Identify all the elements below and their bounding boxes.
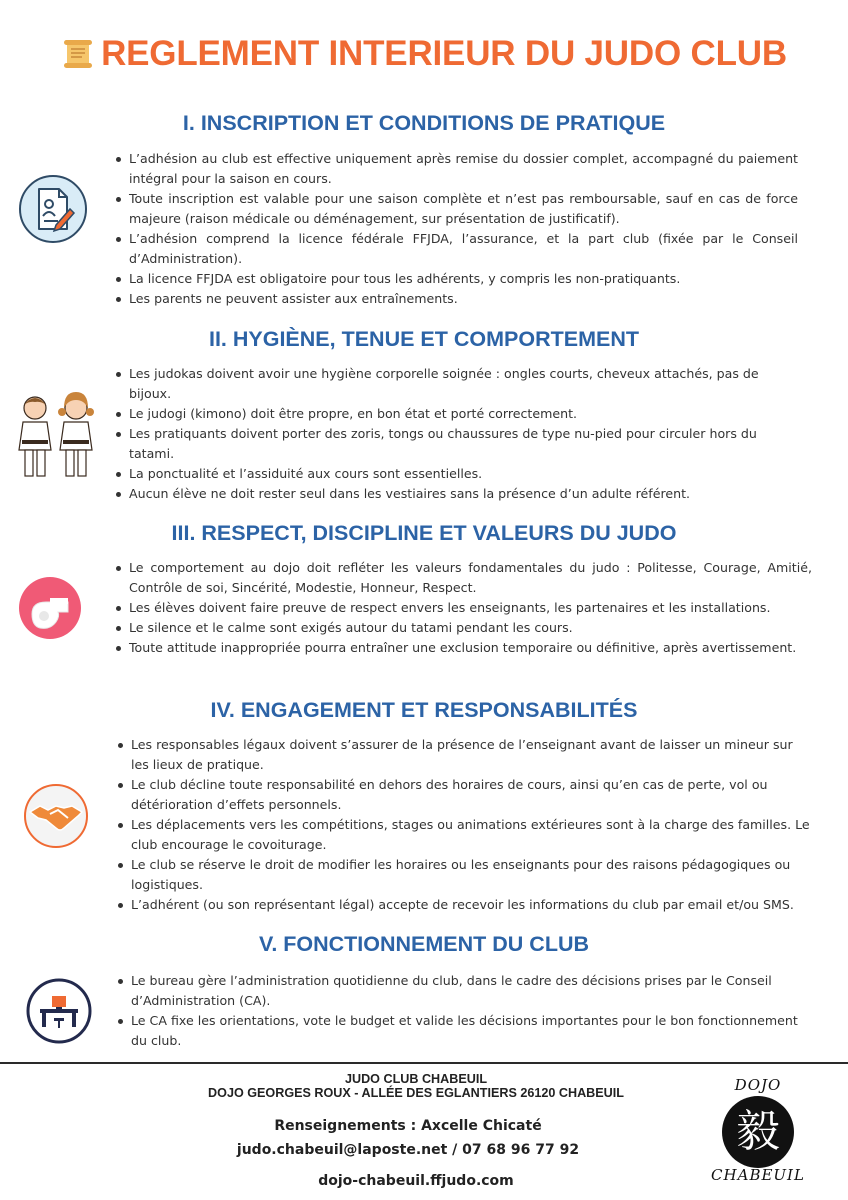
judokas-icon bbox=[14, 390, 98, 482]
list-item: Les élèves doivent faire preuve de respect envers les enseignants, les partenaires et les installations. bbox=[114, 598, 812, 618]
logo-kanji: 毅 bbox=[722, 1096, 794, 1168]
handshake-icon bbox=[24, 784, 88, 848]
list-item: Les déplacements vers les compétitions, stages ou animations extérieures sont à la charge des familles. Le club encourage le covoiturage. bbox=[116, 815, 814, 855]
whistle-icon bbox=[18, 576, 82, 640]
list-item: Le club se réserve le droit de modifier les horaires ou les enseignants pour des raisons pédagogiques ou logistiques. bbox=[116, 855, 814, 895]
footer-email-phone: judo.chabeuil@laposte.net / 07 68 96 77 92 bbox=[236, 1142, 580, 1158]
list-item: Le club décline toute responsabilité en dehors des horaires de cours, ainsi qu’en cas de perte, vol ou détérioration d’effets personnels. bbox=[116, 775, 814, 815]
section-list-engagement bbox=[116, 735, 814, 915]
logo-top-text: DOJO bbox=[734, 1076, 782, 1094]
list-item: Le comportement au dojo doit refléter les valeurs fondamentales du judo : Politesse, Courage, Amitié, Contrôle de soi, Sincérité, Modestie, Honneur, Respect. bbox=[114, 558, 812, 598]
footer-club-name: JUDO CLUB CHABEUIL bbox=[344, 1072, 488, 1086]
list-item: Toute inscription est valable pour une saison complète et n’est pas remboursable, sauf en cas de force majeure (raison médicale ou déménagement, sur présentation de justificatif). bbox=[114, 189, 798, 229]
footer-website: dojo-chabeuil.ffjudo.com bbox=[318, 1173, 514, 1189]
list-item: Les responsables légaux doivent s’assurer de la présence de l’enseignant avant de laisser un mineur sur les lieux de pratique. bbox=[116, 735, 814, 775]
page-title: REGLEMENT INTERIEUR DU JUDO CLUB bbox=[101, 34, 787, 73]
dojo-logo bbox=[706, 1074, 810, 1190]
logo-bottom-text: CHABEUIL bbox=[711, 1166, 805, 1184]
section-heading-inscription: I. INSCRIPTION ET CONDITIONS DE PRATIQUE bbox=[182, 111, 666, 135]
list-item: La ponctualité et l’assiduité aux cours sont essentielles. bbox=[114, 464, 798, 484]
section-heading-engagement: IV. ENGAGEMENT ET RESPONSABILITÉS bbox=[210, 698, 638, 722]
list-item: Le CA fixe les orientations, vote le budget et valide les décisions importantes pour le bon fonctionnement du club. bbox=[116, 1011, 810, 1051]
scroll-icon bbox=[61, 37, 95, 71]
section-list-hygiene bbox=[114, 364, 798, 504]
footer-divider bbox=[0, 1062, 848, 1064]
list-item: L’adhésion au club est effective uniquement après remise du dossier complet, accompagné du paiement intégral pour la saison en cours. bbox=[114, 149, 798, 189]
list-item: Les judokas doivent avoir une hygiène corporelle soignée : ongles courts, cheveux attachés, pas de bijoux. bbox=[114, 364, 798, 404]
list-item: La licence FFJDA est obligatoire pour tous les adhérents, y compris les non-pratiquants. bbox=[114, 269, 798, 289]
footer-contact: Renseignements : Axcelle Chicaté bbox=[274, 1118, 542, 1134]
desk-icon bbox=[26, 978, 92, 1044]
section-list-fonctionnement bbox=[116, 971, 810, 1051]
section-list-respect bbox=[114, 558, 812, 658]
section-heading-respect: III. RESPECT, DISCIPLINE ET VALEURS DU JUDO bbox=[171, 521, 677, 545]
document-pen-icon bbox=[18, 174, 88, 244]
list-item: Toute attitude inappropriée pourra entraîner une exclusion temporaire ou définitive, après avertissement. bbox=[114, 638, 812, 658]
list-item: Le silence et le calme sont exigés autour du tatami pendant les cours. bbox=[114, 618, 812, 638]
list-item: Le bureau gère l’administration quotidienne du club, dans le cadre des décisions prises par le Conseil d’Administration (CA). bbox=[116, 971, 810, 1011]
section-list-inscription bbox=[114, 149, 798, 309]
list-item: Aucun élève ne doit rester seul dans les vestiaires sans la présence d’un adulte référent. bbox=[114, 484, 798, 504]
list-item: L’adhérent (ou son représentant légal) accepte de recevoir les informations du club par email et/ou SMS. bbox=[116, 895, 814, 915]
list-item: Le judogi (kimono) doit être propre, en bon état et porté correctement. bbox=[114, 404, 798, 424]
list-item: Les parents ne peuvent assister aux entraînements. bbox=[114, 289, 798, 309]
list-item: L’adhésion comprend la licence fédérale FFJDA, l’assurance, et la part club (fixée par le Conseil d’Administration). bbox=[114, 229, 798, 269]
footer-address: DOJO GEORGES ROUX - ALLÉE DES EGLANTIERS 26120 CHABEUIL bbox=[208, 1086, 624, 1100]
section-heading-hygiene: II. HYGIÈNE, TENUE ET COMPORTEMENT bbox=[208, 327, 640, 351]
section-heading-fonctionnement: V. FONCTIONNEMENT DU CLUB bbox=[258, 932, 590, 956]
list-item: Les pratiquants doivent porter des zoris, tongs ou chaussures de type nu-pied pour circuler hors du tatami. bbox=[114, 424, 798, 464]
page-title-row bbox=[0, 34, 848, 74]
